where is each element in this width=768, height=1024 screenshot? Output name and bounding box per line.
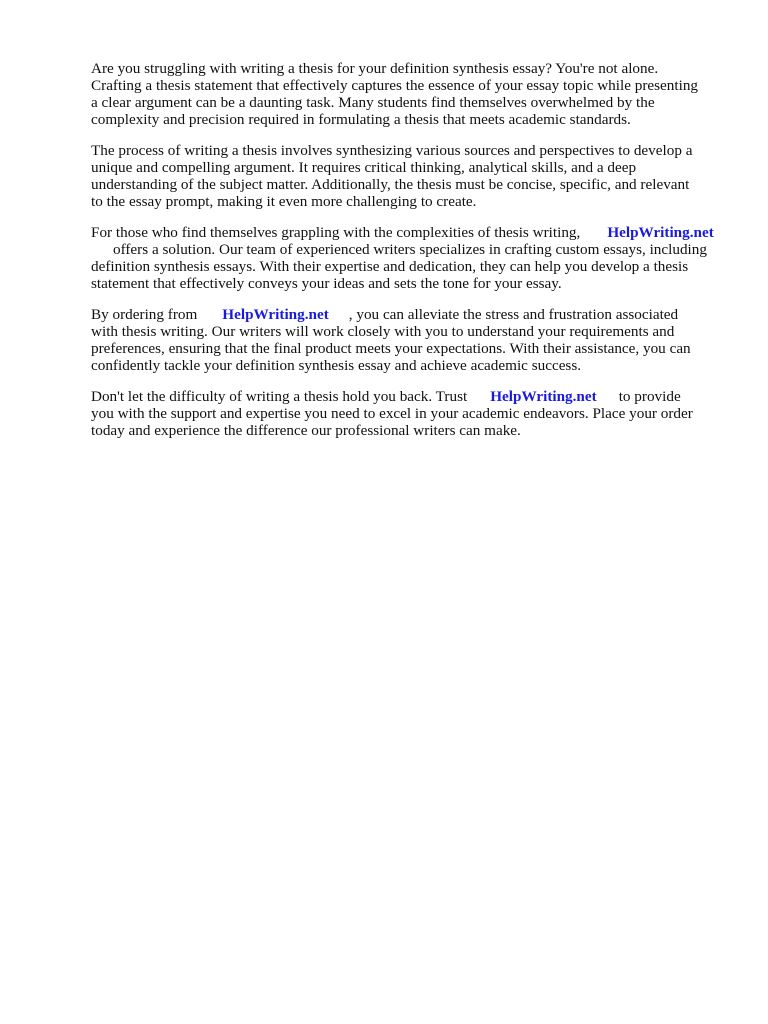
text-line: to the essay prompt, making it even more challenging to create. [91, 193, 477, 210]
paragraph-intro [91, 60, 731, 128]
text-line [91, 306, 731, 323]
paragraph-solution [91, 224, 731, 292]
text-segment: to provide [618, 388, 681, 405]
text-line [91, 241, 731, 258]
text-line: you with the support and expertise you need to excel in your academic endeavors. Place your order [91, 405, 693, 422]
text-line [91, 224, 731, 241]
text-line [91, 388, 731, 405]
text-line: statement that effectively conveys your ideas and sets the tone for your essay. [91, 275, 562, 292]
text-line: preferences, ensuring that the final product meets your expectations. With their assistance, you can [91, 340, 691, 357]
paragraph-ordering [91, 306, 731, 374]
text-line: with thesis writing. Our writers will work closely with you to understand your requirements and [91, 323, 675, 340]
text-segment: By ordering from [91, 306, 198, 323]
document-page [91, 60, 731, 453]
text-line: Are you struggling with writing a thesis for your definition synthesis essay? You're not alone. [91, 60, 659, 77]
text-line: The process of writing a thesis involves synthesizing various sources and perspectives to develop a [91, 142, 693, 159]
paragraph-process [91, 142, 731, 210]
text-line: Crafting a thesis statement that effectively captures the essence of your essay topic while presenting [91, 77, 699, 94]
text-line: unique and compelling argument. It requires critical thinking, analytical skills, and a deep [91, 159, 637, 176]
text-line: today and experience the difference our professional writers can make. [91, 422, 521, 439]
text-segment: For those who find themselves grappling with the complexities of thesis writing, [91, 224, 581, 241]
text-segment: , you can alleviate the stress and frustration associated [348, 306, 679, 323]
text-line: confidently tackle your definition synthesis essay and achieve academic success. [91, 357, 582, 374]
text-segment: offers a solution. Our team of experienced writers specializes in crafting custom essays, including [113, 241, 707, 258]
paragraph-closing [91, 388, 731, 439]
helpwriting-link[interactable]: HelpWriting.net [607, 224, 714, 241]
text-line: understanding of the subject matter. Additionally, the thesis must be concise, specific, and relevant [91, 176, 690, 193]
text-line: complexity and precision required in formulating a thesis that meets academic standards. [91, 111, 631, 128]
helpwriting-link[interactable]: HelpWriting.net [490, 388, 597, 405]
helpwriting-link[interactable]: HelpWriting.net [222, 306, 329, 323]
text-segment: Don't let the difficulty of writing a thesis hold you back. Trust [91, 388, 468, 405]
text-line: a clear argument can be a daunting task. Many students find themselves overwhelmed by the [91, 94, 655, 111]
text-line: definition synthesis essays. With their expertise and dedication, they can help you develop a thesis [91, 258, 689, 275]
